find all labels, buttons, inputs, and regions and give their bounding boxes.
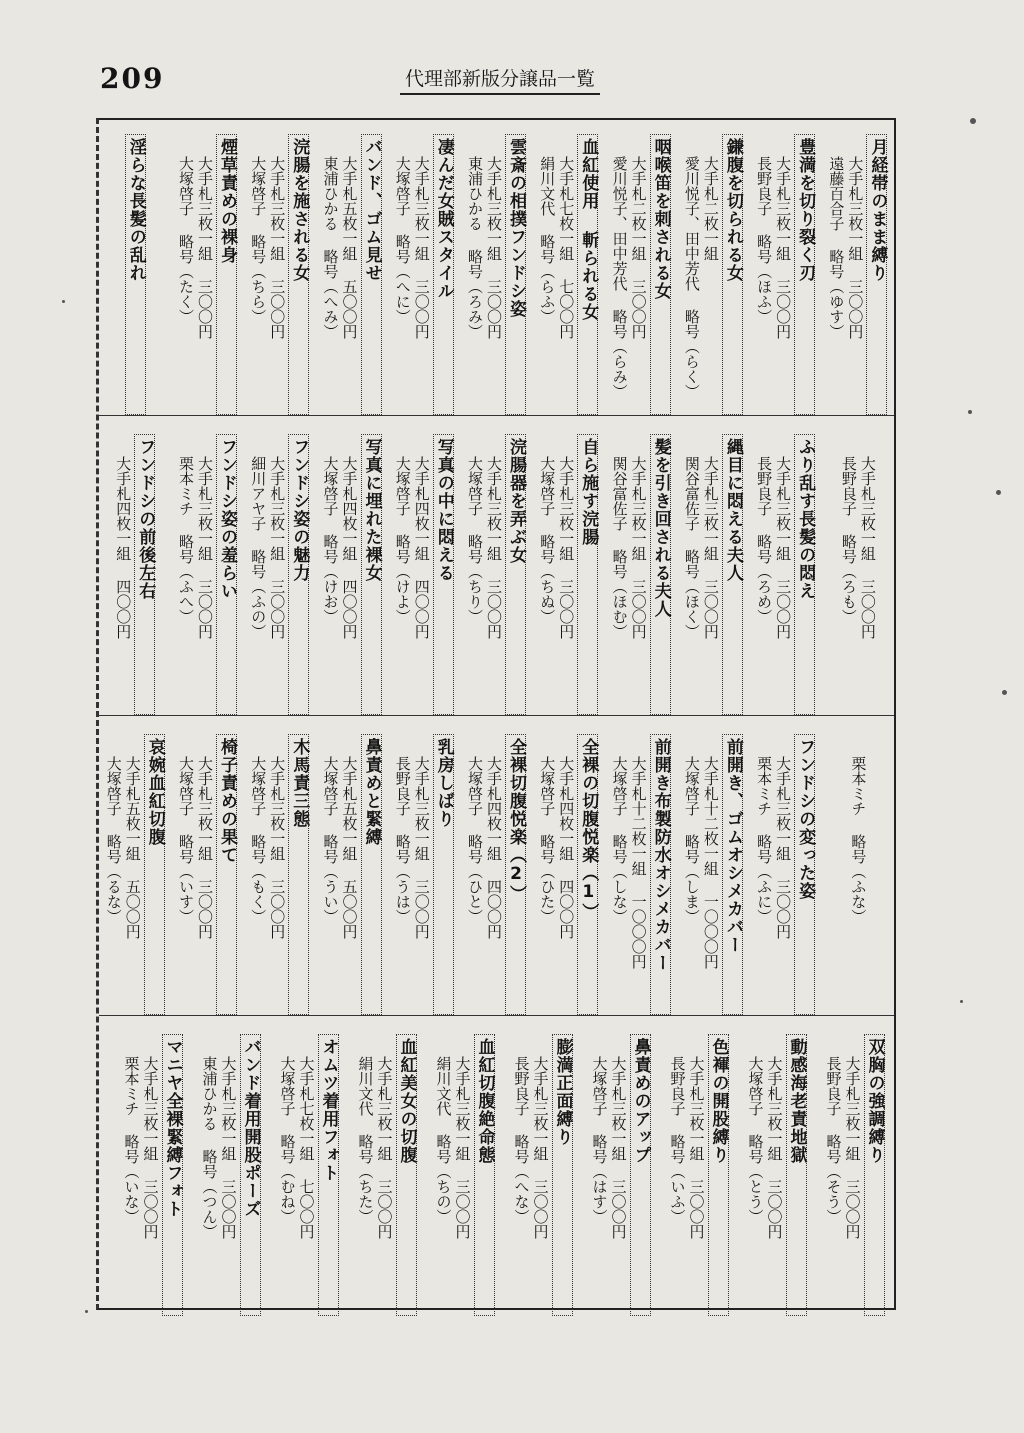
catalog-entry [582, 1020, 660, 1316]
entry-detail: 大塚啓子 略号（るな） [104, 756, 123, 924]
entry-detail: 大手札三枚一組 三〇〇円 [774, 156, 793, 339]
entry-detail: 東浦ひかる 略号（ろみ） [466, 156, 485, 339]
catalog-frame [96, 118, 896, 1310]
entry-title: 写真の中に悶える [433, 434, 454, 715]
entry-title: 鼻責めのアップ [630, 1034, 651, 1316]
entry-detail: 大手札三枚一組 三〇〇円 [412, 756, 431, 939]
entry-detail: 大手札三枚一組 三〇〇円 [609, 1056, 628, 1239]
catalog-entry [822, 720, 894, 1015]
entry-detail: 大手札三枚一組 三〇〇円 [412, 156, 431, 339]
entry-detail: 東浦ひかる 略号（つん） [200, 1056, 219, 1239]
catalog-band [99, 1020, 894, 1316]
catalog-entry [348, 1020, 426, 1316]
entry-title: 全裸の切腹悦楽（1） [577, 734, 598, 1015]
entry-detail: 大手札四枚一組 四〇〇円 [114, 456, 133, 639]
catalog-entry [244, 720, 316, 1015]
entry-title: 自ら施す浣腸 [577, 434, 598, 715]
catalog-entry [533, 720, 605, 1015]
entry-detail: 大手札三枚一組 三〇〇円 [268, 156, 287, 339]
entry-detail: 大手札十二枚一組 一〇〇〇円 [701, 756, 720, 969]
entry-detail: 細川アヤ子 略号（ふの） [249, 456, 268, 639]
entry-detail: 長野良子 略号（へな） [512, 1056, 531, 1224]
catalog-entry [816, 1020, 894, 1316]
catalog-entry [244, 420, 316, 715]
entry-detail: 大手札五枚一組 五〇〇円 [340, 756, 359, 939]
entry-title: 色褌の開股縛り [708, 1034, 729, 1316]
entry-detail: 大手札三枚一組 三〇〇円 [858, 456, 877, 639]
entry-detail: 栗本ミチ 略号（ふへ） [176, 456, 195, 624]
catalog-entry [460, 420, 532, 715]
entry-detail: 大手札四枚一組 四〇〇円 [412, 456, 431, 639]
entry-detail: 大手札三枚一組 三〇〇円 [629, 456, 648, 639]
entry-detail: 愛川悦子、田中芳代 略号（らみ） [610, 156, 629, 399]
entry-detail: 大手札三枚一組 三〇〇円 [195, 156, 214, 339]
catalog-entry [533, 120, 605, 415]
catalog-entry [171, 720, 243, 1015]
catalog-entry [316, 420, 388, 715]
entry-detail: 長野良子 略号（ろめ） [755, 456, 774, 624]
print-speck [62, 300, 65, 303]
catalog-entry [504, 1020, 582, 1316]
entry-title: 血紅使用 斬られる女 [577, 134, 598, 415]
entry-detail: 大手札三枚一組 三〇〇円 [141, 1056, 160, 1239]
entry-detail: 大手札三枚一組 三〇〇円 [846, 156, 865, 339]
entry-detail: 大手札三枚一組 三〇〇円 [557, 456, 576, 639]
entry-detail: 関谷富佐子 略号（ほく） [682, 456, 701, 639]
catalog-entry [99, 720, 171, 1015]
catalog-entry [171, 120, 243, 415]
entry-title: 縄目に悶える夫人 [722, 434, 743, 715]
entry-detail: 大手札三枚一組 三〇〇円 [195, 756, 214, 939]
catalog-entry [99, 420, 171, 715]
entry-detail: 絹川文代 略号（らふ） [538, 156, 557, 324]
catalog-entry [316, 720, 388, 1015]
print-speck [85, 1310, 88, 1313]
entry-title: 煙草責めの裸身 [216, 134, 237, 415]
print-speck [970, 118, 976, 124]
entry-detail: 大塚啓子 略号（うい） [321, 756, 340, 924]
entry-detail: 大手札三枚一組 三〇〇円 [375, 1056, 394, 1239]
print-speck [960, 1000, 963, 1003]
entry-detail: 大手札二枚一組 [701, 156, 720, 261]
entry-title: 浣腸器を弄ぶ女 [505, 434, 526, 715]
entry-detail: 大手札三枚一組 三〇〇円 [701, 456, 720, 639]
entry-detail: 大塚啓子 略号（とう） [746, 1056, 765, 1224]
catalog-entry [605, 120, 677, 415]
catalog-entry [677, 720, 749, 1015]
entry-detail: 大塚啓子 略号（ひと） [466, 756, 485, 924]
entry-detail: 大塚啓子 略号（ちり） [466, 456, 485, 624]
entry-detail: 長野良子 略号（いふ） [668, 1056, 687, 1224]
entry-detail: 大塚啓子 略号（ひた） [538, 756, 557, 924]
entry-title: 浣腸を施される女 [288, 134, 309, 415]
entry-detail: 長野良子 略号（うは） [393, 756, 412, 924]
catalog-entry [388, 120, 460, 415]
entry-detail: 大手札五枚一組 五〇〇円 [123, 756, 142, 939]
catalog-entry [660, 1020, 738, 1316]
entry-title: 前開き布製防水オシメカバー [650, 734, 671, 1015]
entry-title: フンドシの前後左右 [134, 434, 155, 715]
catalog-entry [822, 420, 894, 715]
entry-title: バンド、ゴム見せ [361, 134, 382, 415]
entry-title: 木馬責三態 [288, 734, 309, 1015]
catalog-entry [388, 720, 460, 1015]
entry-title: 雲斎の相撲フンドシ姿 [505, 134, 526, 415]
catalog-entry [270, 1020, 348, 1316]
catalog-entry [114, 1020, 192, 1316]
entry-title: マニヤ全裸緊縛フォト [162, 1034, 183, 1316]
entry-detail: 愛川悦子、田中芳代 略号（らく） [682, 156, 701, 399]
entry-title: 動感海老責地獄 [786, 1034, 807, 1316]
entry-detail: 絹川文代 略号（ちた） [356, 1056, 375, 1224]
entry-detail: 大手札七枚一組 七〇〇円 [557, 156, 576, 339]
catalog-entry [605, 720, 677, 1015]
catalog-band [99, 120, 894, 416]
entry-detail: 大手札四枚一組 四〇〇円 [485, 756, 504, 939]
entry-title: 椅子責めの果て [216, 734, 237, 1015]
catalog-entry [533, 420, 605, 715]
entry-detail: 栗本ミチ 略号（いな） [122, 1056, 141, 1224]
catalog-entry [749, 420, 821, 715]
entry-detail: 大塚啓子 略号（けお） [321, 456, 340, 624]
entry-title: 乳房しばり [433, 734, 454, 1015]
entry-title: 写真に埋れた裸女 [361, 434, 382, 715]
entry-title: 哀婉血紅切腹 [144, 734, 165, 1015]
entry-detail: 栗本ミチ 略号（ふに） [755, 756, 774, 924]
catalog-entry [460, 720, 532, 1015]
entry-detail: 大手札三枚一組 三〇〇円 [485, 156, 504, 339]
catalog-entry [822, 120, 894, 415]
entry-title: 髪を引き回される夫人 [650, 434, 671, 715]
entry-detail: 大手札三枚一組 三〇〇円 [531, 1056, 550, 1239]
catalog-entry [749, 720, 821, 1015]
entry-title: 鼻責めと緊縛 [361, 734, 382, 1015]
entry-title: バンド着用開股ポーズ [240, 1034, 261, 1316]
catalog-entry [192, 1020, 270, 1316]
entry-title: フンドシ姿の魅力 [288, 434, 309, 715]
entry-detail: 大手札五枚一組 五〇〇円 [340, 156, 359, 339]
entry-title: 月経帯のまま縛り [866, 134, 887, 415]
entry-detail: 大手札三枚一組 三〇〇円 [843, 1056, 862, 1239]
entry-title: 膨満正面縛り [552, 1034, 573, 1316]
catalog-entry [388, 420, 460, 715]
catalog-entry [244, 120, 316, 415]
print-speck [996, 490, 1001, 495]
page-number: 209 [100, 62, 165, 95]
entry-detail: 遠藤百合子 略号（ゆす） [827, 156, 846, 339]
entry-detail: 大塚啓子 略号（むね） [278, 1056, 297, 1224]
catalog-entry [749, 120, 821, 415]
entry-detail: 大塚啓子 略号（たく） [176, 156, 195, 324]
entry-detail: 大手札三枚一組 三〇〇円 [195, 456, 214, 639]
catalog-entry [316, 120, 388, 415]
entry-title: 鎌腹を切られる女 [722, 134, 743, 415]
catalog-entry [426, 1020, 504, 1316]
entry-title: 咽喉笛を刺される女 [650, 134, 671, 415]
entry-detail: 大手札四枚一組 四〇〇円 [557, 756, 576, 939]
entry-title: 血紅美女の切腹 [396, 1034, 417, 1316]
entry-detail: 大手札三枚一組 三〇〇円 [219, 1056, 238, 1239]
entry-detail: 長野良子 略号（ほふ） [755, 156, 774, 324]
entry-detail: 大手札三枚一組 三〇〇円 [774, 456, 793, 639]
entry-detail: 大塚啓子 略号（しま） [682, 756, 701, 924]
catalog-entry [605, 420, 677, 715]
entry-detail: 大塚啓子 略号（はす） [590, 1056, 609, 1224]
catalog-entry [738, 1020, 816, 1316]
entry-title: フンドシ姿の羞らい [216, 434, 237, 715]
entry-detail: 大手札二枚一組 三〇〇円 [629, 156, 648, 339]
entry-detail: 大手札三枚一組 三〇〇円 [687, 1056, 706, 1239]
entry-detail: 大手札三枚一組 三〇〇円 [268, 456, 287, 639]
entry-detail: 大塚啓子 略号（ちぬ） [538, 456, 557, 624]
entry-detail: 長野良子 略号（ろも） [839, 456, 858, 624]
entry-detail: 大手札三枚一組 三〇〇円 [485, 456, 504, 639]
entry-detail: 大塚啓子 略号（けよ） [393, 456, 412, 624]
entry-detail: 大手札七枚一組 七〇〇円 [297, 1056, 316, 1239]
entry-title: 全裸切腹悦楽（2） [505, 734, 526, 1015]
catalog-entry [677, 120, 749, 415]
entry-detail: 大手札三枚一組 三〇〇円 [453, 1056, 472, 1239]
entry-detail: 東浦ひかる 略号（へみ） [321, 156, 340, 339]
entry-detail: 大手札三枚一組 三〇〇円 [774, 756, 793, 939]
entry-detail: 大手札四枚一組 四〇〇円 [340, 456, 359, 639]
entry-detail: 絹川文代 略号（ちの） [434, 1056, 453, 1224]
entry-title: オムツ着用フォト [318, 1034, 339, 1316]
entry-title: ふり乱す長髪の悶え [794, 434, 815, 715]
entry-detail: 長野良子 略号（そう） [824, 1056, 843, 1224]
catalog-entry [99, 120, 171, 415]
print-speck [968, 410, 972, 414]
catalog-band [99, 420, 894, 716]
catalog-entry [171, 420, 243, 715]
entry-detail: 関谷富佐子 略号（ほむ） [610, 456, 629, 639]
catalog-entry [677, 420, 749, 715]
entry-title: 淫らな長髪の乱れ [125, 134, 146, 415]
entry-detail: 大塚啓子 略号（もく） [249, 756, 268, 924]
entry-title: 血紅切腹絶命態 [474, 1034, 495, 1316]
entry-title: 双胸の強調縛り [864, 1034, 885, 1316]
entry-title: 豊満を切り裂く刃 [794, 134, 815, 415]
entry-title: 凄んだ女賊スタイル [433, 134, 454, 415]
entry-detail: 大手札三枚一組 三〇〇円 [765, 1056, 784, 1239]
entry-detail: 大手札十二枚一組 一〇〇〇円 [629, 756, 648, 969]
print-speck [1002, 690, 1007, 695]
entry-detail: 大塚啓子 略号（ちら） [249, 156, 268, 324]
entry-detail: 栗本ミチ 略号（ふな） [849, 756, 868, 924]
entry-detail: 大塚啓子 略号（しな） [610, 756, 629, 924]
entry-title: 前開き、ゴムオシメカバー [722, 734, 743, 1015]
entry-title: フンドシの変った姿 [794, 734, 815, 1015]
page-title: 代理部新版分譲品一覧 [400, 64, 600, 95]
catalog-band [99, 720, 894, 1016]
entry-detail: 大塚啓子 略号（へに） [393, 156, 412, 324]
entry-detail: 大手札三枚一組 三〇〇円 [268, 756, 287, 939]
catalog-entry [460, 120, 532, 415]
entry-detail: 大塚啓子 略号（いす） [176, 756, 195, 924]
